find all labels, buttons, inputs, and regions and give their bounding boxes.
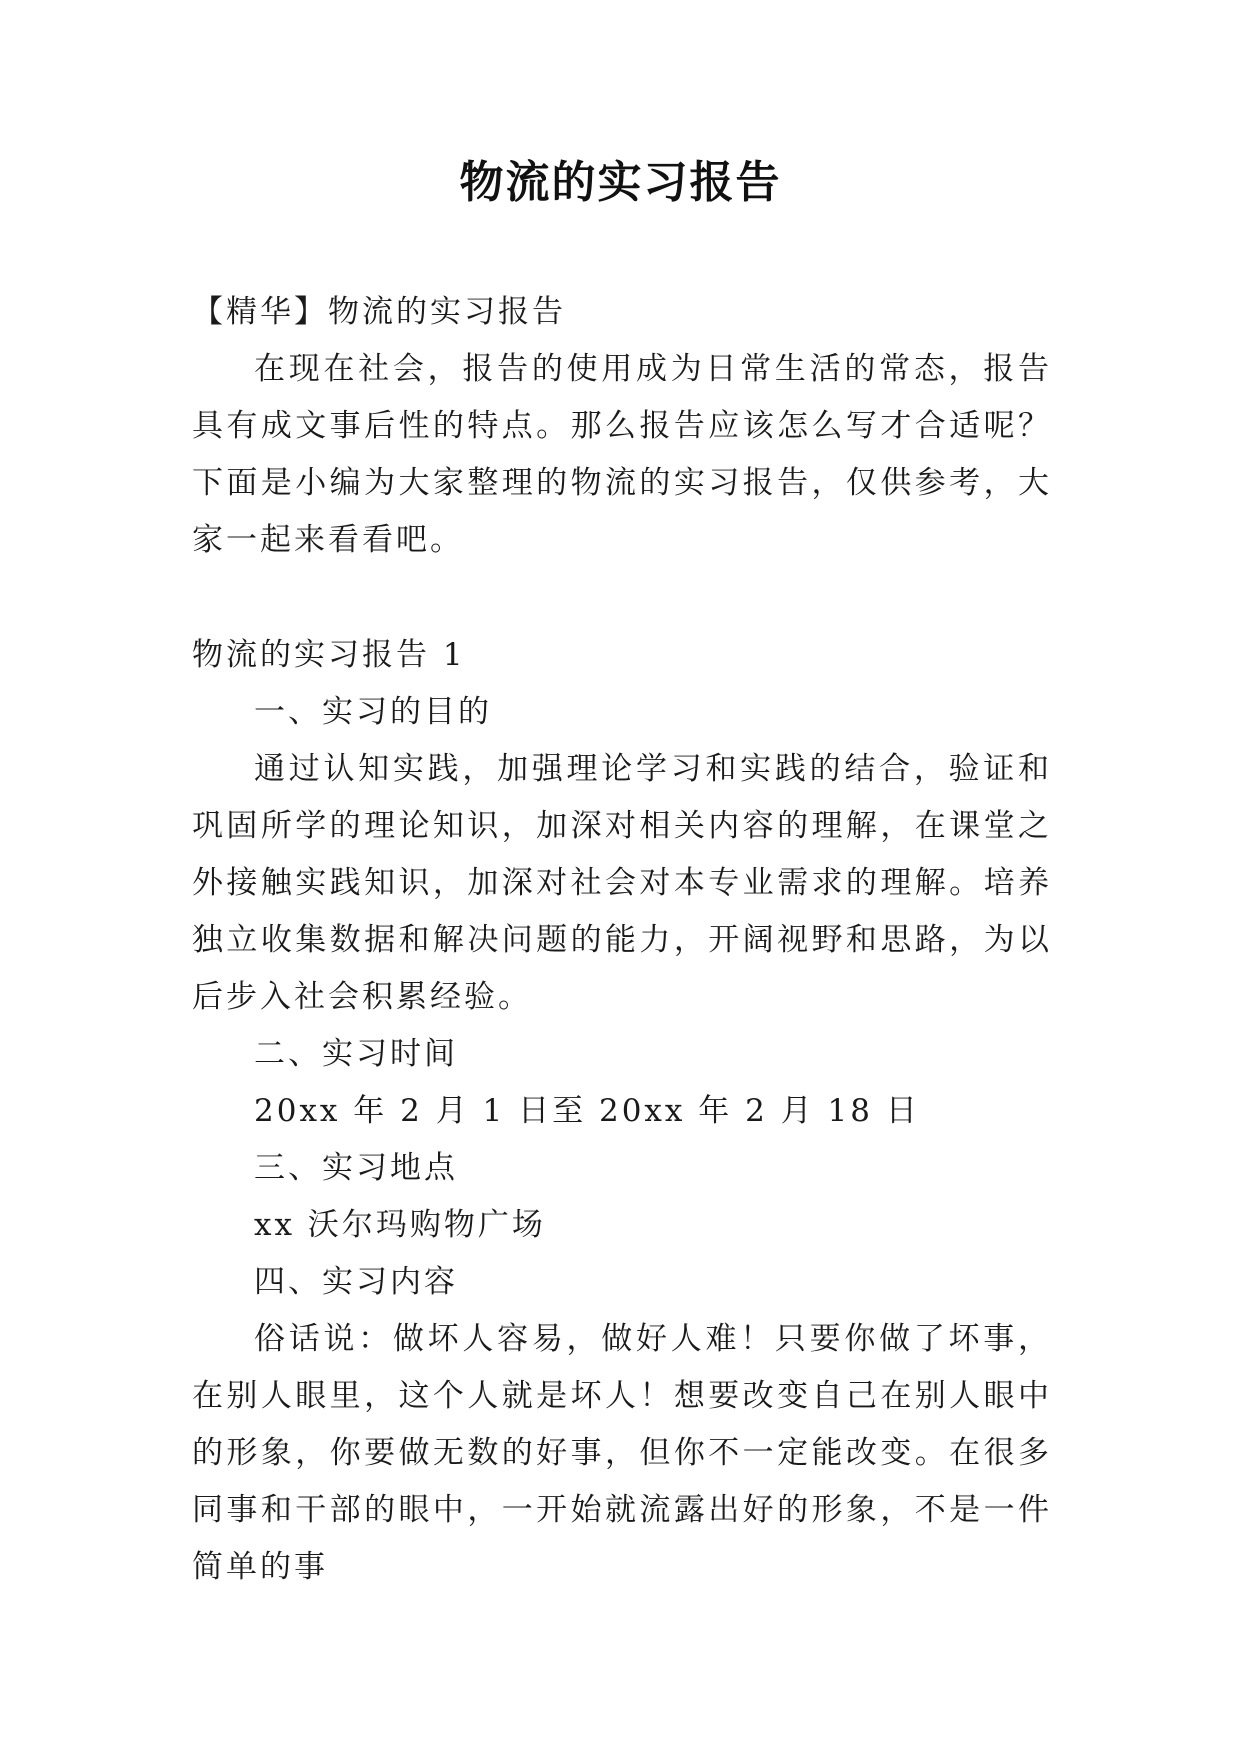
- subtitle: 【精华】物流的实习报告: [192, 294, 566, 330]
- document-title: 物流的实习报告: [459, 157, 782, 208]
- content-paragraph: 俗话说：做坏人容易，做好人难！只要你做了坏事，在别人眼里，这个人就是坏人！想要改变自己在别人眼中的形象，你要做无数的好事，但你不一定能改变。在很多同事和干部的眼中，一开始就流露出好的形象，不是一件简单的事: [192, 1321, 1052, 1585]
- heading-purpose: 一、实习的目的: [254, 694, 492, 730]
- location-paragraph: xx 沃尔玛购物广场: [254, 1207, 546, 1243]
- heading-content: 四、实习内容: [254, 1264, 458, 1300]
- document-body: [192, 284, 1052, 1596]
- paragraph-spacer: [192, 569, 1052, 627]
- section-title: 物流的实习报告 1: [192, 637, 466, 673]
- intro-paragraph: 在现在社会，报告的使用成为日常生活的常态，报告具有成文事后性的特点。那么报告应该怎么写才合适呢？下面是小编为大家整理的物流的实习报告，仅供参考，大家一起来看看吧。: [192, 351, 1052, 558]
- time-paragraph: 20xx 年 2 月 1 日至 20xx 年 2 月 18 日: [254, 1093, 920, 1129]
- heading-location: 三、实习地点: [254, 1150, 458, 1186]
- heading-time: 二、实习时间: [254, 1036, 458, 1072]
- purpose-paragraph: 通过认知实践，加强理论学习和实践的结合，验证和巩固所学的理论知识，加深对相关内容的理解，在课堂之外接触实践知识，加深对社会对本专业需求的理解。培养独立收集数据和解决问题的能力，开阔视野和思路，为以后步入社会积累经验。: [192, 751, 1052, 1015]
